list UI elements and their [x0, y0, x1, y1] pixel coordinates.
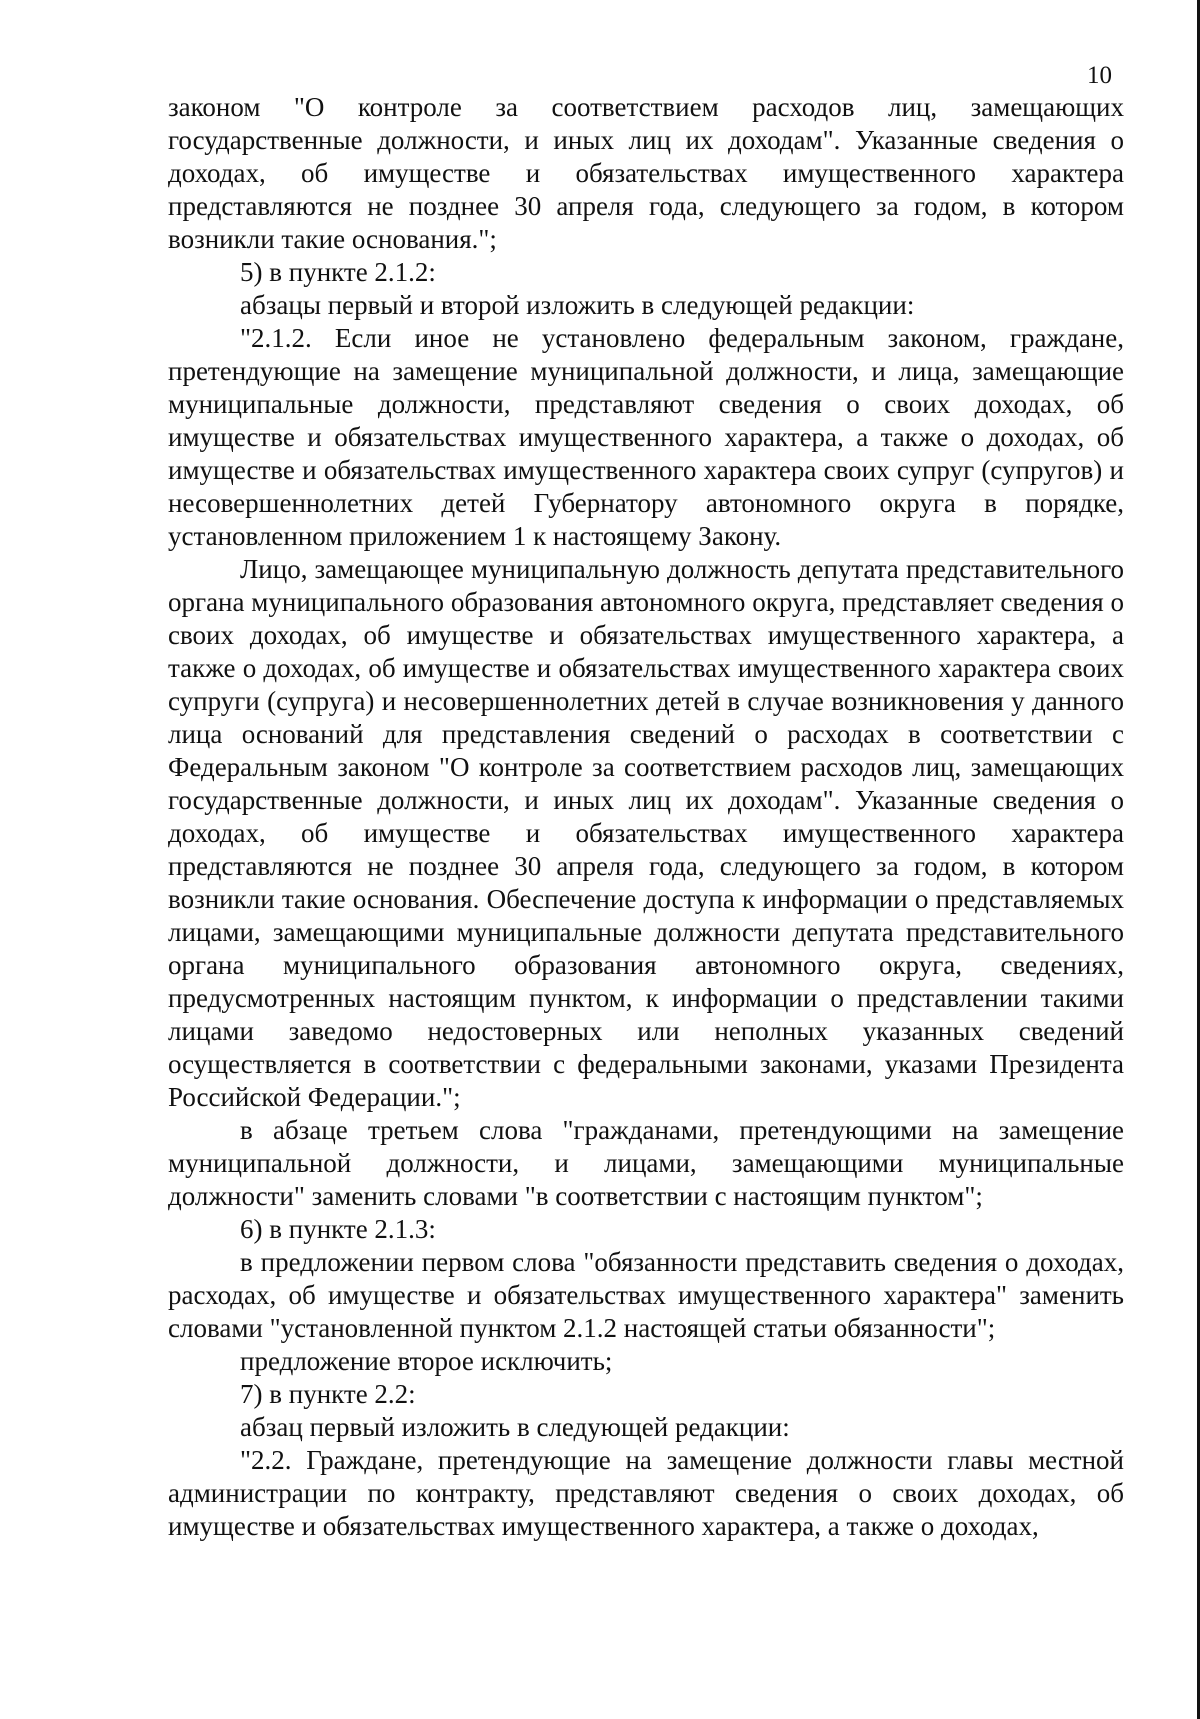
- paragraph: Лицо, замещающее муниципальную должность депутата представительного органа муниципального образования автономного округа, представляет сведения о своих доходах, об имуществе и обязательствах имущественного характера, а также о доходах, об имуществе и обязательствах имущественного характера своих супруги (супруга) и несовершеннолетних детей в случае возникновения у данного лица оснований для представления сведений о расходах в соответствии с Федеральным законом "О контроле за соответствием расходов лиц, замещающих государственные должности, и иных лиц их доходам". Указанные сведения о доходах, об имуществе и обязательствах имущественного характера представляются не позднее 30 апреля года, следующего за годом, в котором возникли такие основания. Обеспечение доступа к информации о представляемых лицами, замещающими муниципальные должности депутата представительного органа муниципального образования автономного округа, сведениях, предусмотренных настоящим пунктом, к информации о представлении такими лицами заведомо недостоверных или неполных указанных сведений осуществляется в соответствии с федеральными законами, указами Президента Российской Федерации.";: [168, 554, 1124, 1112]
- paragraph: 7) в пункте 2.2:: [240, 1379, 416, 1409]
- paragraph: 6) в пункте 2.1.3:: [240, 1214, 436, 1244]
- paragraph: абзац первый изложить в следующей редакции:: [240, 1412, 790, 1442]
- paragraph: абзацы первый и второй изложить в следующей редакции:: [240, 290, 915, 320]
- paragraph: "2.2. Граждане, претендующие на замещение должности главы местной администрации по контракту, представляют сведения о своих доходах, об имуществе и обязательствах имущественного характера, а также о доходах,: [168, 1445, 1124, 1541]
- paragraph: в абзаце третьем слова "гражданами, претендующими на замещение муниципальной должности, и лицами, замещающими муниципальные должности" заменить словами "в соответствии с настоящим пунктом";: [168, 1115, 1124, 1211]
- document-body: [168, 91, 1124, 1543]
- paragraph: 5) в пункте 2.1.2:: [240, 257, 436, 287]
- paragraph: предложение второе исключить;: [240, 1346, 613, 1376]
- page-number: 10: [1087, 62, 1112, 89]
- paragraph: в предложении первом слова "обязанности представить сведения о доходах, расходах, об имуществе и обязательствах имущественного характера" заменить словами "установленной пунктом 2.1.2 настоящей статьи обязанности";: [168, 1247, 1124, 1343]
- paragraph: "2.1.2. Если иное не установлено федеральным законом, граждане, претендующие на замещение муниципальной должности, и лица, замещающие муниципальные должности, представляют сведения о своих доходах, об имуществе и обязательствах имущественного характера, а также о доходах, об имуществе и обязательствах имущественного характера своих супруг (супругов) и несовершеннолетних детей Губернатору автономного округа в порядке, установленном приложением 1 к настоящему Закону.: [168, 323, 1124, 551]
- paragraph: законом "О контроле за соответствием расходов лиц, замещающих государственные должности, и иных лиц их доходам". Указанные сведения о доходах, об имуществе и обязательствах имущественного характера представляются не позднее 30 апреля года, следующего за годом, в котором возникли такие основания.";: [168, 92, 1124, 254]
